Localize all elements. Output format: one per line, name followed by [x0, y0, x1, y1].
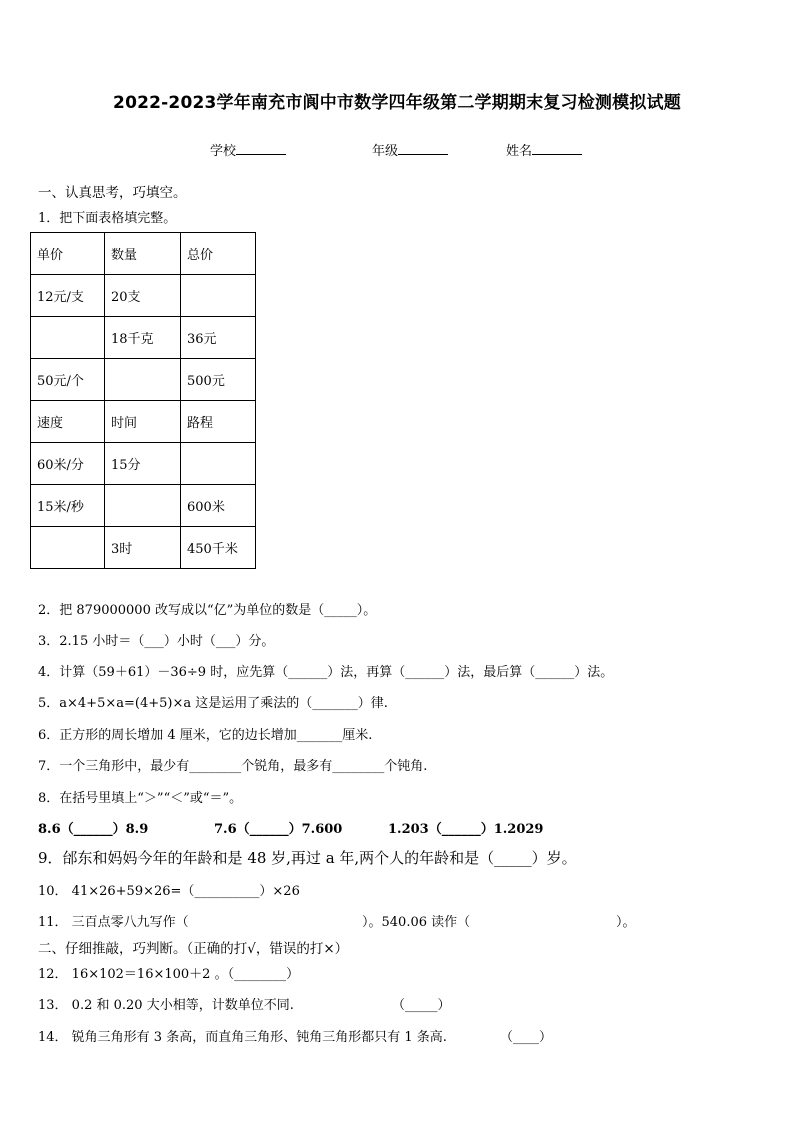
section1-heading: 一、认真思考，巧填空。 — [38, 185, 187, 201]
name-blank[interactable] — [532, 142, 582, 155]
name-field — [506, 140, 582, 159]
grade-blank[interactable] — [398, 142, 448, 155]
question-8: 8．在括号里填上“＞”“＜”或“＝”。 — [38, 791, 243, 806]
table-row — [31, 485, 256, 527]
table-cell: 15分 — [105, 443, 181, 485]
table-cell: 600米 — [181, 485, 256, 527]
question-11-part3: ）。 — [616, 915, 636, 930]
table-row — [31, 233, 256, 275]
school-blank[interactable] — [236, 142, 286, 155]
question-4: 4．计算（59＋61）－36÷9 时，应先算（______）法，再算（______）法，最后算（______）法。 — [38, 665, 614, 680]
question-3: 3．2.15 小时＝（___）小时（___）分。 — [38, 634, 275, 649]
table-cell: 总价 — [181, 233, 256, 275]
table-cell: 500元 — [181, 359, 256, 401]
table-cell: 50元/个 — [31, 359, 105, 401]
question-11-part2: ）。540.06 读作（ — [362, 915, 471, 930]
compare-item-3: 1.203（______）1.2029 — [388, 822, 544, 837]
question-13-blank[interactable]: （_____） — [392, 998, 451, 1013]
table-cell: 36元 — [181, 317, 256, 359]
table-cell-blank[interactable] — [181, 275, 256, 317]
table-cell: 18千克 — [105, 317, 181, 359]
compare-item-1: 8.6（______）8.9 — [38, 822, 149, 837]
table-row — [31, 275, 256, 317]
grade-field — [372, 140, 448, 159]
table-row — [31, 401, 256, 443]
table-cell: 15米/秒 — [31, 485, 105, 527]
question-2: 2．把 879000000 改写成以“亿”为单位的数是（_____）。 — [38, 603, 377, 618]
question-5: 5．a×4+5×a=(4+5)×a 这是运用了乘法的（_______）律. — [38, 696, 388, 711]
table-cell: 20支 — [105, 275, 181, 317]
question-14: 14． 锐角三角形有 3 条高，而直角三角形、钝角三角形都只有 1 条高. — [38, 1030, 447, 1045]
question-9: 9．邰东和妈妈今年的年龄和是 48 岁,再过 a 年,两个人的年龄和是（_____）岁。 — [38, 849, 577, 867]
compare-item-2: 7.6（______）7.600 — [214, 822, 343, 837]
table-cell: 3时 — [105, 527, 181, 569]
table-cell: 12元/支 — [31, 275, 105, 317]
page-title: 2022-2023学年南充市阆中市数学四年级第二学期期末复习检测模拟试题 — [113, 93, 681, 113]
table-row — [31, 443, 256, 485]
school-label: 学校 — [210, 144, 237, 159]
grade-label: 年级 — [372, 144, 399, 159]
table-cell: 速度 — [31, 401, 105, 443]
table-row — [31, 317, 256, 359]
table-cell-blank[interactable] — [105, 359, 181, 401]
table-cell: 单价 — [31, 233, 105, 275]
table-cell: 路程 — [181, 401, 256, 443]
table-cell-blank[interactable] — [181, 443, 256, 485]
question-10: 10． 41×26+59×26=（__________）×26 — [38, 884, 300, 899]
table-cell: 60米/分 — [31, 443, 105, 485]
question-12: 12． 16×102＝16×100＋2 。（________） — [38, 967, 300, 982]
question-7: 7．一个三角形中，最少有________个锐角，最多有________个钝角. — [38, 759, 428, 774]
question-14-blank[interactable]: （____） — [500, 1030, 553, 1045]
table-cell: 450千米 — [181, 527, 256, 569]
table-cell-blank[interactable] — [31, 527, 105, 569]
section2-heading: 二、仔细推敲，巧判断。（正确的打√，错误的打×） — [38, 941, 349, 957]
table-cell-blank[interactable] — [31, 317, 105, 359]
table-cell: 时间 — [105, 401, 181, 443]
table-row — [31, 527, 256, 569]
fill-table — [30, 232, 256, 569]
name-label: 姓名 — [506, 144, 533, 159]
question-11-part1: 11． 三百点零八九写作（ — [38, 915, 189, 930]
question-13: 13． 0.2 和 0.20 大小相等，计数单位不同. — [38, 998, 294, 1013]
question-1: 1．把下面表格填完整。 — [38, 211, 177, 226]
table-cell: 数量 — [105, 233, 181, 275]
table-cell-blank[interactable] — [105, 485, 181, 527]
table-row — [31, 359, 256, 401]
question-6: 6．正方形的周长增加 4 厘米，它的边长增加_______厘米. — [38, 728, 373, 743]
school-field — [210, 140, 286, 159]
